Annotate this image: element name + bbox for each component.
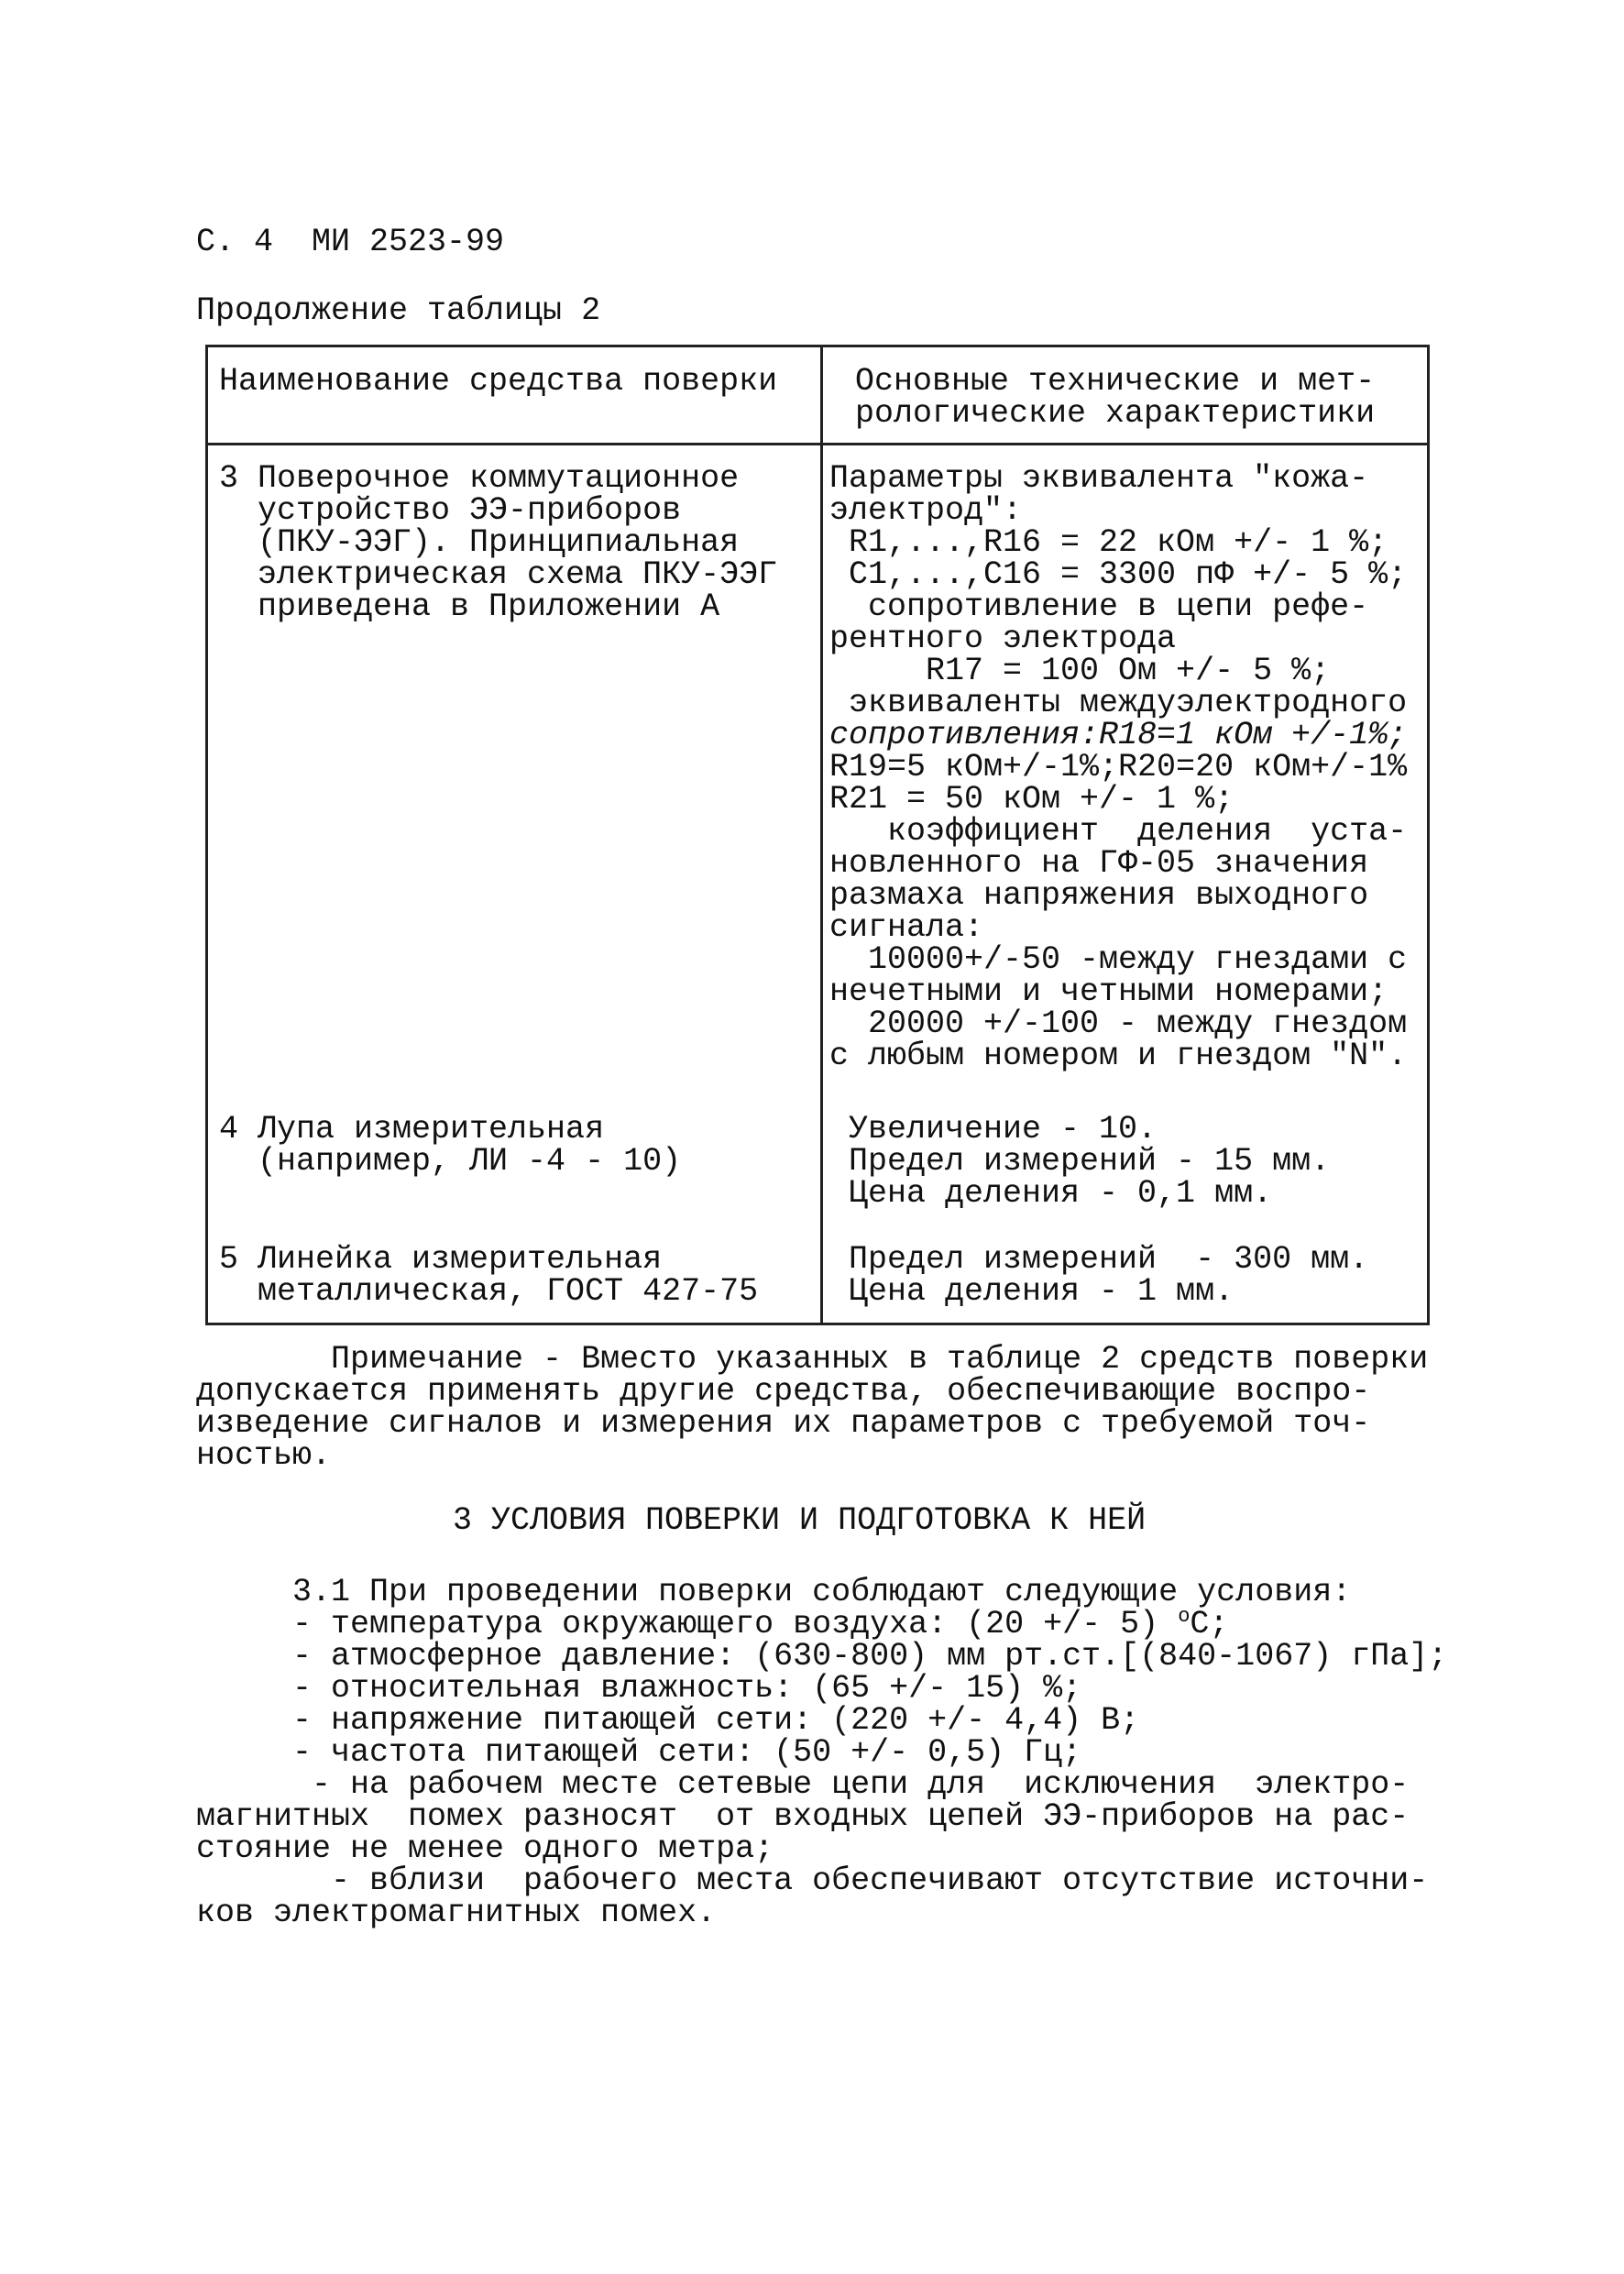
row-3-char-line: 10000+/-50 -между гнездами с: [829, 941, 1408, 978]
row-3-char-line: R17 = 100 Ом +/- 5 %;: [829, 653, 1331, 689]
table-header-divider: [208, 443, 1427, 445]
note-line: Примечание - Вместо указанных в таблице 2 средств поверки: [196, 1341, 1429, 1378]
row-5-char-line: Предел измерений - 300 мм.: [829, 1241, 1369, 1278]
header-characteristics-line-2: рологические характеристики: [855, 395, 1376, 432]
row-5-name-line: металлическая, ГОСТ 427-75: [219, 1273, 759, 1310]
verification-conditions: [196, 1576, 1447, 1929]
row-3-char-line: рентного электрода: [829, 621, 1177, 657]
row-5-characteristics: [829, 1241, 1369, 1310]
condition-line: - напряжение питающей сети: (220 +/- 4,4) В;: [196, 1702, 1140, 1739]
condition-line: - относительная влажность: (65 +/- 15) %;: [196, 1670, 1082, 1707]
row-3-char-line: R19=5 кОм+/-1%;R20=20 кОм+/-1%: [829, 749, 1408, 785]
note-line: допускается применять другие средства, обеспечивающие воспро-: [196, 1373, 1371, 1410]
row-3-char-line: сигнала:: [829, 909, 984, 946]
row-3-name-line: устройство ЭЭ-приборов: [219, 492, 682, 529]
row-3-char-line: коэффициент деления уста-: [829, 813, 1408, 850]
row-3-char-line: новленного на ГФ-05 значения: [829, 845, 1369, 882]
condition-line: стояние не менее одного метра;: [196, 1830, 774, 1867]
temperature-text: - температура окружающего воздуха: (20 +/- 5): [196, 1606, 1179, 1642]
row-4-name-line: (например, ЛИ -4 - 10): [219, 1143, 682, 1180]
row-5-char-line: Цена деления - 1 мм.: [829, 1273, 1234, 1310]
row-3-name-line: приведена в Приложении А: [219, 588, 720, 625]
row-3-char-line: C1,...,C16 = 3300 пФ +/- 5 %;: [829, 556, 1408, 593]
row-5-tool-name: [219, 1241, 759, 1310]
condition-line: магнитных помех разносят от входных цепей ЭЭ-приборов на рас-: [196, 1798, 1410, 1835]
table-note: [196, 1341, 1429, 1474]
row-4-characteristics: [829, 1111, 1331, 1212]
row-3-char-line: сопротивление в цепи рефе-: [829, 588, 1369, 625]
section-title: 3 УСЛОВИЯ ПОВЕРКИ И ПОДГОТОВКА К НЕЙ: [453, 1502, 1147, 1539]
header-tool-name: Наименование средства поверки: [219, 363, 778, 400]
row-4-tool-name: [219, 1111, 682, 1180]
verification-tools-table: [205, 345, 1430, 1325]
temperature-unit: C;: [1190, 1606, 1229, 1642]
row-3-char-line: с любым номером и гнездом "N".: [829, 1038, 1408, 1074]
condition-line: - на рабочем месте сетевые цепи для исключения электро-: [196, 1766, 1410, 1803]
row-4-name-line: 4 Лупа измерительная: [219, 1111, 605, 1148]
row-4-char-line: Увеличение - 10.: [829, 1111, 1158, 1148]
note-line: изведение сигналов и измерения их параметров с требуемой точ-: [196, 1405, 1371, 1442]
row-3-char-line: сопротивления:R18=1 кОм +/-1%;: [829, 717, 1408, 753]
row-3-characteristics: [829, 460, 1408, 1074]
condition-line: - частота питающей сети: (50 +/- 0,5) Гц;: [196, 1734, 1082, 1771]
row-3-name-line: 3 Поверочное коммутационное: [219, 460, 740, 497]
row-3-char-line: эквиваленты междуэлектродного: [829, 685, 1408, 721]
table-column-divider: [820, 347, 823, 1323]
condition-line: ков электромагнитных помех.: [196, 1895, 717, 1931]
note-line: ностью.: [196, 1437, 332, 1474]
condition-temperature: [196, 1606, 1228, 1642]
row-3-char-line: размаха напряжения выходного: [829, 877, 1369, 914]
row-3-char-line: электрод":: [829, 492, 1023, 529]
degree-sign: o: [1178, 1605, 1191, 1628]
conditions-intro: 3.1 При проведении поверки соблюдают следующие условия:: [196, 1574, 1352, 1610]
row-3-char-line: Параметры эквивалента "кожа-: [829, 460, 1369, 497]
row-3-tool-name: [219, 460, 778, 625]
row-5-name-line: 5 Линейка измерительная: [219, 1241, 663, 1278]
row-4-char-line: Цена деления - 0,1 мм.: [829, 1175, 1273, 1212]
table-caption: Продолжение таблицы 2: [196, 292, 601, 329]
row-3-char-line: R1,...,R16 = 22 кОм +/- 1 %;: [829, 524, 1388, 561]
header-characteristics: [855, 363, 1376, 432]
row-3-name-line: (ПКУ-ЭЭГ). Принципиальная: [219, 524, 740, 561]
condition-line: - вблизи рабочего места обеспечивают отсутствие источни-: [196, 1862, 1429, 1899]
row-3-char-line: 20000 +/-100 - между гнездом: [829, 1005, 1408, 1042]
row-3-char-line: R21 = 50 кОм +/- 1 %;: [829, 781, 1234, 818]
row-3-name-line: электрическая схема ПКУ-ЭЭГ: [219, 556, 778, 593]
page-header: С. 4 МИ 2523-99: [196, 224, 505, 260]
row-3-char-line: нечетными и четными номерами;: [829, 973, 1388, 1010]
row-4-char-line: Предел измерений - 15 мм.: [829, 1143, 1331, 1180]
header-characteristics-line-1: Основные технические и мет-: [855, 363, 1376, 400]
condition-line: - атмосферное давление: (630-800) мм рт.ст.[(840-1067) гПа];: [196, 1638, 1448, 1675]
